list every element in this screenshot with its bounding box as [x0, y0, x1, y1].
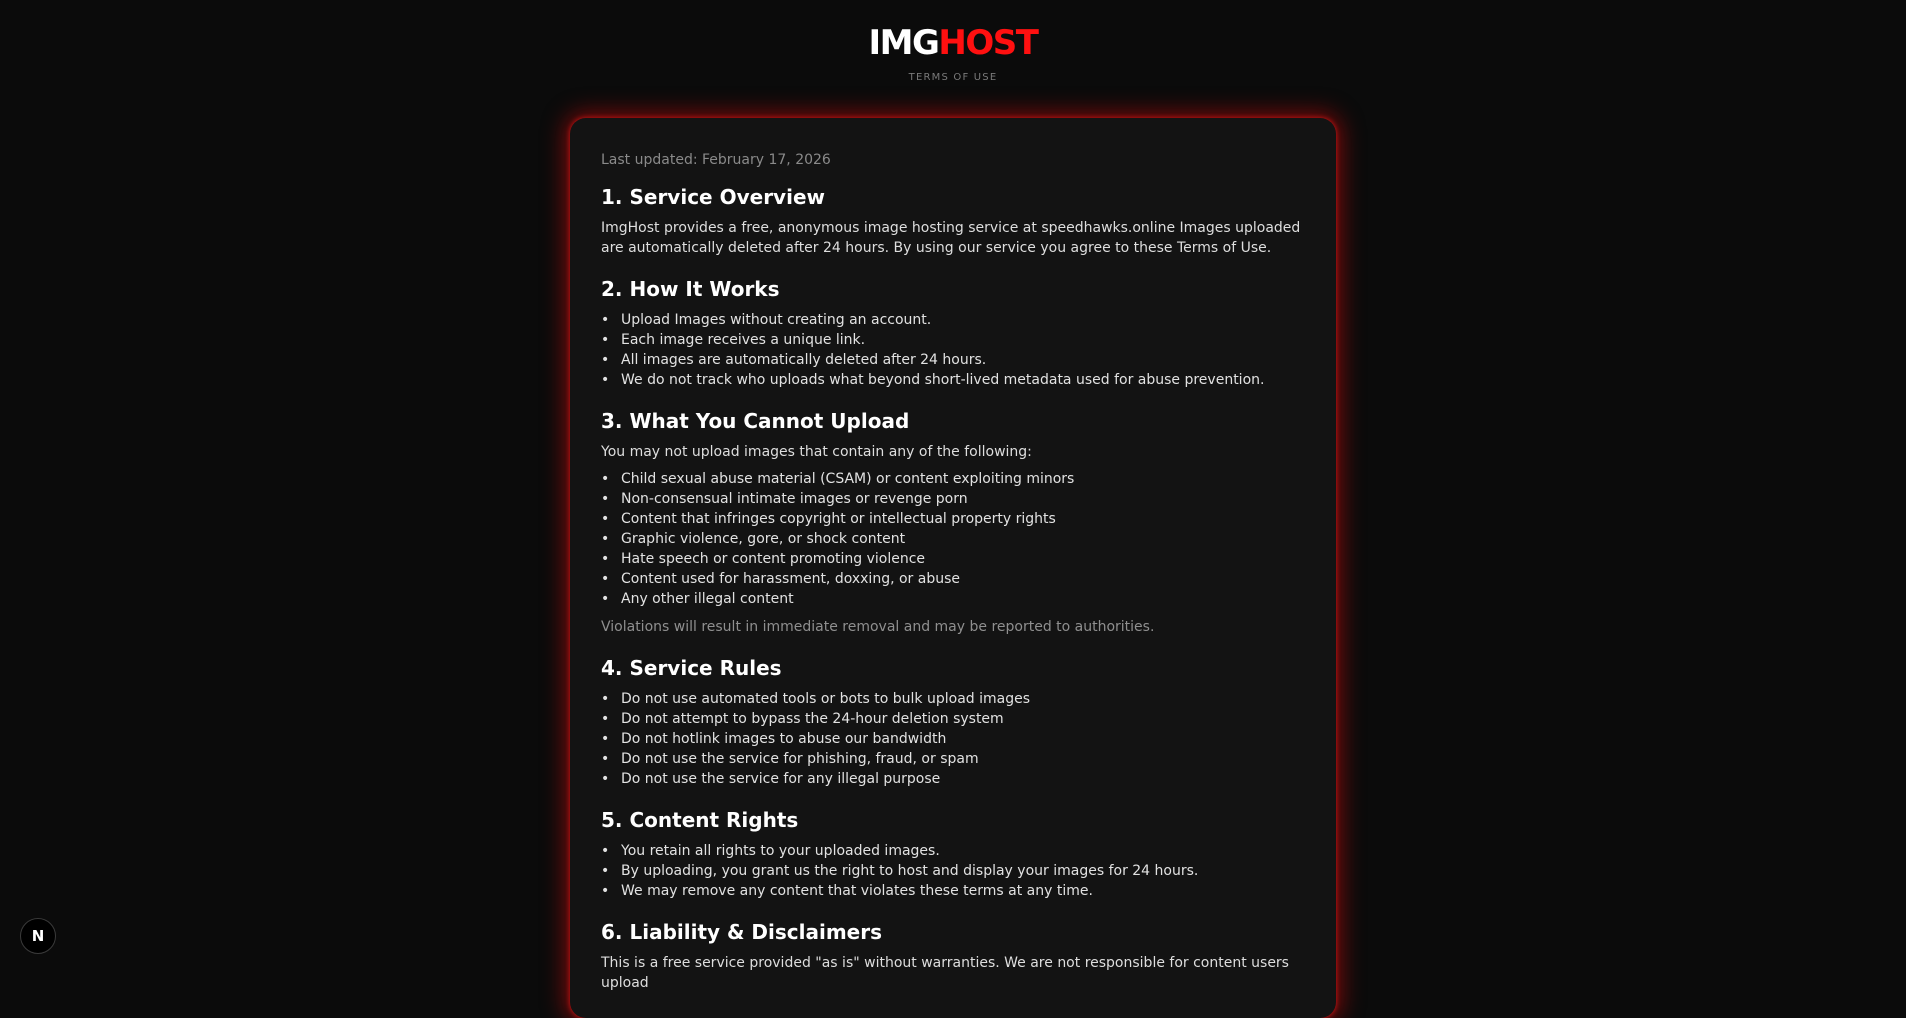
list-item: [601, 769, 1304, 789]
list-item: [601, 350, 1304, 370]
service-rules-list: [601, 689, 1304, 789]
logo-text-img: IMG: [868, 23, 939, 63]
bullet-icon: •: [601, 372, 610, 388]
list-item-text: Content that infringes copyright or intellectual property rights: [621, 511, 1056, 527]
list-item: [601, 749, 1304, 769]
list-item-text: Do not attempt to bypass the 24-hour deletion system: [621, 711, 1004, 727]
page-subtitle: TERMS OF USE: [908, 72, 998, 83]
cannot-upload-intro: You may not upload images that contain any of the following:: [601, 444, 1032, 460]
list-item-text: Graphic violence, gore, or shock content: [621, 531, 906, 547]
list-item-text: You retain all rights to your uploaded images.: [621, 843, 940, 859]
list-item-text: We may remove any content that violates these terms at any time.: [621, 883, 1093, 899]
bullet-icon: •: [601, 551, 610, 567]
nextjs-icon: [28, 926, 48, 946]
list-item-text: By uploading, you grant us the right to host and display your images for 24 hours.: [621, 863, 1199, 879]
list-item-text: Do not use automated tools or bots to bulk upload images: [621, 691, 1031, 707]
bullet-icon: •: [601, 531, 610, 547]
site-header: [0, 0, 1906, 83]
logo-text-host: HOST: [938, 23, 1038, 63]
list-item-text: Do not hotlink images to abuse our bandwidth: [621, 731, 947, 747]
list-item: [601, 330, 1304, 350]
bullet-icon: •: [601, 591, 610, 607]
bullet-icon: •: [601, 571, 610, 587]
bullet-icon: •: [601, 312, 610, 328]
list-item-text: Do not use the service for any illegal purpose: [621, 771, 941, 787]
section-heading-service-overview: 1. Service Overview: [601, 185, 825, 209]
section-heading-liability: 6. Liability & Disclaimers: [601, 920, 883, 944]
bullet-icon: •: [601, 691, 610, 707]
bullet-icon: •: [601, 711, 610, 727]
bullet-icon: •: [601, 332, 610, 348]
list-item: [601, 370, 1304, 390]
bullet-icon: •: [601, 731, 610, 747]
list-item: [601, 489, 1304, 509]
terms-card: [570, 118, 1336, 1018]
bullet-icon: •: [601, 843, 610, 859]
list-item-text: Content used for harassment, doxxing, or abuse: [621, 571, 960, 587]
nextjs-dev-badge[interactable]: [20, 918, 56, 954]
list-item: [601, 861, 1304, 881]
violations-note: Violations will result in immediate removal and may be reported to authorities.: [601, 619, 1155, 635]
bullet-icon: •: [601, 511, 610, 527]
list-item: [601, 589, 1304, 609]
list-item: [601, 529, 1304, 549]
last-updated-text: Last updated: February 17, 2026: [601, 152, 831, 168]
site-logo[interactable]: [0, 22, 1906, 64]
list-item-text: Hate speech or content promoting violence: [621, 551, 926, 567]
section-heading-service-rules: 4. Service Rules: [601, 656, 782, 680]
list-item-text: All images are automatically deleted after 24 hours.: [621, 352, 987, 368]
list-item-text: Child sexual abuse material (CSAM) or content exploiting minors: [621, 471, 1075, 487]
list-item-text: Each image receives a unique link.: [621, 332, 866, 348]
list-item: [601, 709, 1304, 729]
bullet-icon: •: [601, 491, 610, 507]
list-item: [601, 310, 1304, 330]
list-item: [601, 729, 1304, 749]
bullet-icon: •: [601, 751, 610, 767]
section-heading-how-it-works: 2. How It Works: [601, 277, 780, 301]
section-heading-content-rights: 5. Content Rights: [601, 808, 799, 832]
bullet-icon: •: [601, 771, 610, 787]
bullet-icon: •: [601, 883, 610, 899]
bullet-icon: •: [601, 471, 610, 487]
nextjs-icon-letter: N: [31, 927, 45, 945]
list-item-text: Upload Images without creating an account.: [621, 312, 932, 328]
content-rights-list: [601, 841, 1304, 901]
list-item-text: We do not track who uploads what beyond short-lived metadata used for abuse prevention.: [621, 372, 1265, 388]
list-item: [601, 689, 1304, 709]
list-item: [601, 509, 1304, 529]
how-it-works-list: [601, 310, 1304, 390]
list-item: [601, 881, 1304, 901]
bullet-icon: •: [601, 863, 610, 879]
list-item: [601, 469, 1304, 489]
list-item-text: Non-consensual intimate images or revenge porn: [621, 491, 968, 507]
cannot-upload-list: [601, 469, 1304, 609]
section-body-liability: This is a free service provided "as is" without warranties. We are not responsible for content users upload: [601, 955, 1289, 991]
section-heading-cannot-upload: 3. What You Cannot Upload: [601, 409, 910, 433]
list-item-text: Any other illegal content: [621, 591, 794, 607]
list-item: [601, 549, 1304, 569]
list-item: [601, 569, 1304, 589]
bullet-icon: •: [601, 352, 610, 368]
section-body-service-overview: ImgHost provides a free, anonymous image hosting service at speedhawks.online Images uploaded are automatically deleted after 24 hours. By using our service you agree to these Terms of Use.: [601, 220, 1301, 256]
list-item: [601, 841, 1304, 861]
list-item-text: Do not use the service for phishing, fraud, or spam: [621, 751, 979, 767]
